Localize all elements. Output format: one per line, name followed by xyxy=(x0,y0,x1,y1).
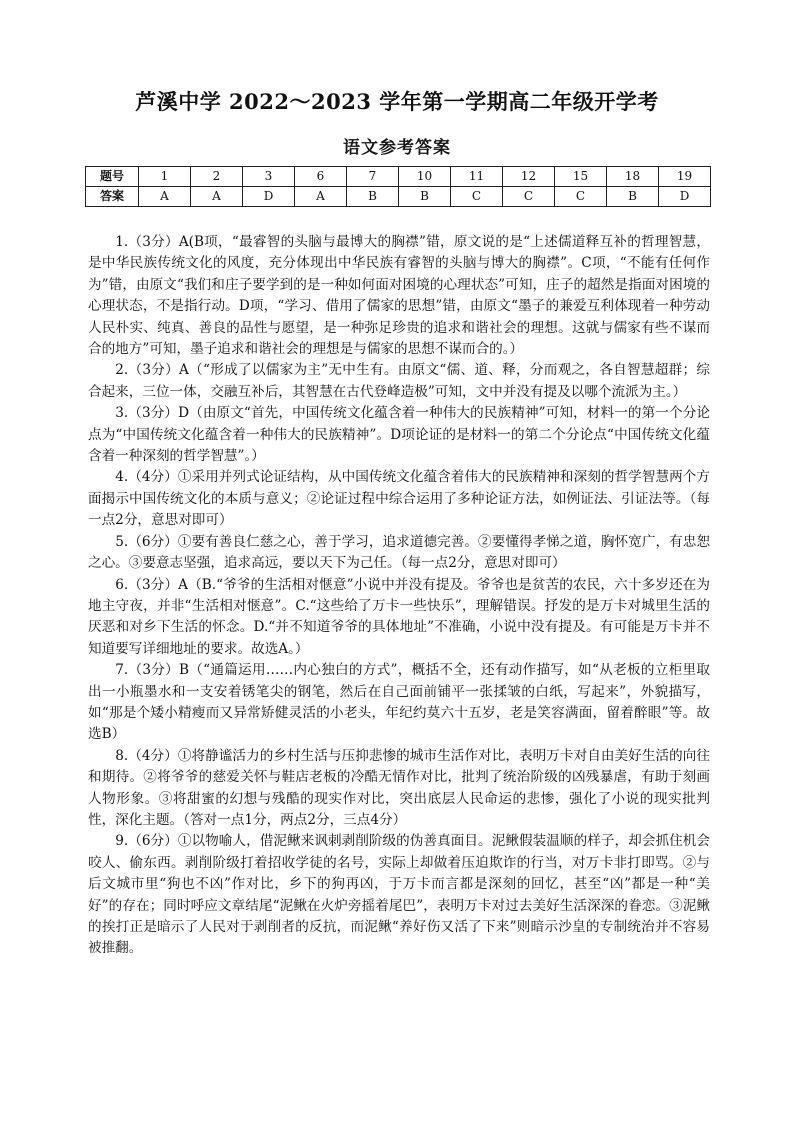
answer-paragraph-3: 3.（3分）D（由原文“首先，中国传统文化蕴含着一种伟大的民族精神”可知，材料一的第一个分论点为“中国传统文化蕴含着一种伟大的民族精神”。D项论证的是材料一的第二个分论点“中国传统文化蕴含着一种深刻的哲学智慧”。） xyxy=(88,405,710,465)
answer-paragraph-4: 4.（4分）①采用并列式论证结构，从中国传统文化蕴含着伟大的民族精神和深刻的哲学智慧两个方面揭示中国传统文化的本质与意义；②论证过程中综合运用了多种论证方法，如例证法、引证法等。（每一点2分，意思对即可） xyxy=(88,469,710,529)
answer-explanations xyxy=(88,232,710,960)
answer-cell: C xyxy=(451,187,503,207)
answer-cell: B xyxy=(607,187,659,207)
answer-cell: B xyxy=(347,187,399,207)
question-number-cell: 1 xyxy=(139,167,191,187)
answer-paragraph-1: 1.（3分）A(B项，“最睿智的头脑与最博大的胸襟”错，原文说的是“上述儒道释互补的哲理智慧，是中华民族传统文化的风度，充分体现出中华民族有睿智的头脑与博大的胸襟”。C项，“不能有任何作为”错，由原文“我们和庄子要学到的是一种如何面对困境的心理状态”可知，庄子的超然是指面对困境的心理状态，不是指行动。D项，“学习、借用了儒家的思想”错，由原文“墨子的兼爱互利体现着一种劳动人民朴实、纯真、善良的品性与愿望，是一种弥足珍贵的追求和谐社会的理想。这就与儒家有些不谋而合的地方”可知，墨子追求和谐社会的理想是与儒家的思想不谋而合的。） xyxy=(88,234,710,358)
question-number-cell: 7 xyxy=(347,167,399,187)
question-number-cell: 3 xyxy=(243,167,295,187)
answer-paragraph-7: 7.（3分）B（“通篇运用……内心独白的方式”，概括不全，还有动作描写，如“从老板的立柜里取出一小瓶墨水和一支安着锈笔尖的钢笔，然后在自己面前铺平一张揉皱的白纸，写起来”，外貌描写，如“那是个矮小精瘦而又异常矫健灵活的小老头，年纪约莫六十五岁，老是笑容满面，留着醉眼”等。故选B） xyxy=(88,662,710,743)
answer-paragraph-5: 5.（6分）①要有善良仁慈之心，善于学习，追求道德完善。②要懂得孝悌之道，胸怀宽广，有忠恕之心。③要意志坚强，追求高远，要以天下为己任。（每一点2分，意思对即可） xyxy=(88,533,710,572)
answer-paragraph-6: 6.（3分）A（B.“爷爷的生活相对惬意”小说中并没有提及。爷爷也是贫苦的农民，六十多岁还在为地主守夜，并非“生活相对惬意”。C.“这些给了万卡一些快乐”，理解错误。抒发的是万卡对城里生活的厌恶和对乡下生活的怀念。D.“并不知道爷爷的具体地址”不准确，小说中没有提及。有可能是万卡并不知道要写详细地址的要求。故选A。） xyxy=(88,576,710,657)
question-number-cell: 11 xyxy=(451,167,503,187)
answer-row xyxy=(86,187,711,207)
answer-table xyxy=(85,166,711,207)
question-number-cell: 2 xyxy=(191,167,243,187)
answer-cell: B xyxy=(399,187,451,207)
answer-cell: A xyxy=(295,187,347,207)
answer-cell: D xyxy=(659,187,711,207)
answer-cell: A xyxy=(191,187,243,207)
answer-paragraph-2: 2.（3分）A（“形成了以儒家为主”无中生有。由原文“儒、道、释，分而观之，各自智慧超群；综合起来，三位一体，交融互补后，其智慧在古代登峰造极”可知，文中并没有提及以哪个流派为主。） xyxy=(88,362,710,400)
question-number-cell: 10 xyxy=(399,167,451,187)
answer-cell: D xyxy=(243,187,295,207)
question-number-cell: 15 xyxy=(555,167,607,187)
question-number-row xyxy=(86,167,711,187)
row-label-question: 题号 xyxy=(86,167,139,187)
page-subtitle: 语文参考答案 xyxy=(343,138,451,158)
answer-cell: A xyxy=(139,187,191,207)
answer-paragraph-8: 8.（4分）①将静谧活力的乡村生活与压抑悲惨的城市生活作对比，表明万卡对自由美好生活的向往和期待。②将爷爷的慈爱关怀与鞋店老板的冷酷无情作对比，批判了统治阶级的凶残暴虐，有助于刻画人物形象。③将甜蜜的幻想与残酷的现实作对比，突出底层人民命运的悲惨，强化了小说的现实批判性，深化主题。（答对一点1分，两点2分，三点4分） xyxy=(88,747,710,828)
question-number-cell: 18 xyxy=(607,167,659,187)
page-title: 芦溪中学 2022～2023 学年第一学期高二年级开学考 xyxy=(135,89,659,114)
question-number-cell: 12 xyxy=(503,167,555,187)
answer-cell: C xyxy=(555,187,607,207)
answer-cell: C xyxy=(503,187,555,207)
row-label-answer: 答案 xyxy=(86,187,139,207)
question-number-cell: 6 xyxy=(295,167,347,187)
answer-paragraph-9: 9.（6分）①以物喻人，借泥鳅来讽刺剥削阶级的伪善真面目。泥鳅假装温顺的样子，却会抓住机会咬人、偷东西。剥削阶级打着招收学徒的名号，实际上却做着压迫欺诈的行当，对万卡非打即骂。②与后文城市里“狗也不凶”作对比，乡下的狗再凶，于万卡而言都是深刻的回忆，甚至“凶”都是一种“美好”的存在；同时呼应文章结尾“泥鳅在火炉旁摇着尾巴”，表明万卡对过去美好生活深深的眷恋。③泥鳅的挨打正是暗示了人民对于剥削者的反抗，而泥鳅“养好伤又活了下来”则暗示沙皇的专制统治并不容易被推翻。 xyxy=(88,833,710,957)
question-number-cell: 19 xyxy=(659,167,711,187)
